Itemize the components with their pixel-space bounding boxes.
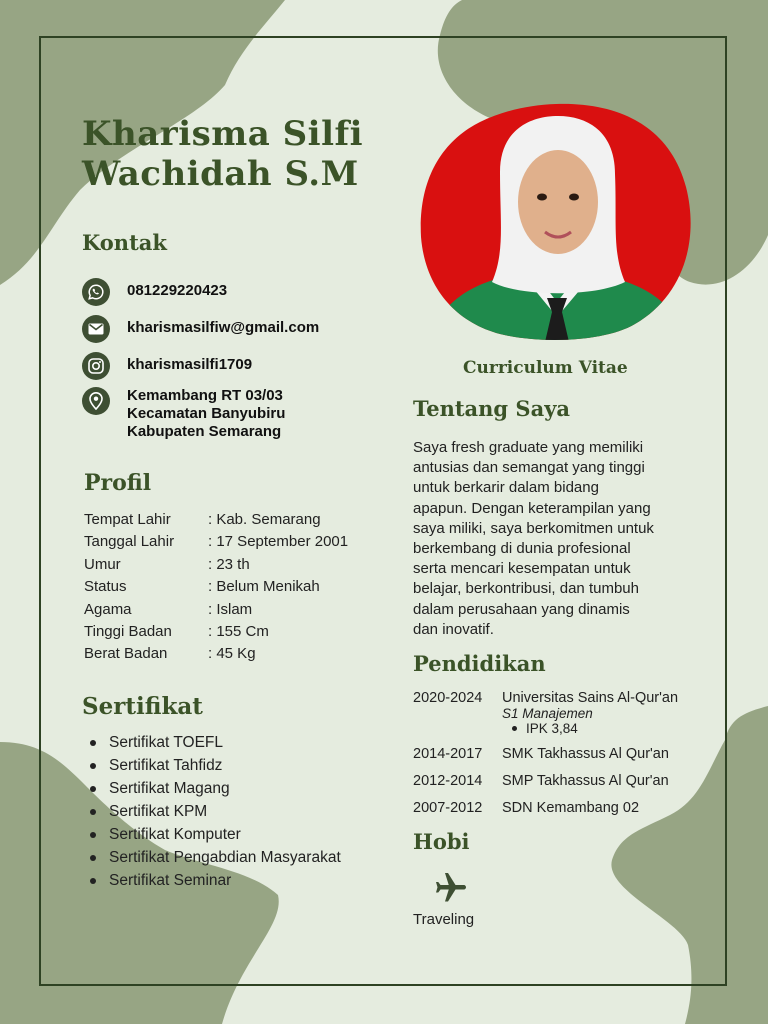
profil-table [84, 509, 348, 666]
name-line-1: Kharisma Silfi [82, 114, 364, 154]
whatsapp-icon [82, 278, 110, 306]
about-line: apapun. Dengan keterampilan yang [413, 499, 651, 517]
list-item [90, 823, 341, 846]
education-school: SMK Takhassus Al Qur'an [502, 746, 669, 762]
profil-row [84, 643, 348, 665]
education-school: Universitas Sains Al-Qur'an [502, 690, 679, 706]
name-line-2: Wachidah S.M [82, 154, 359, 194]
address-line-3: Kabupaten Semarang [127, 423, 282, 440]
profil-value: : Kab. Semarang [208, 511, 321, 528]
profil-label: Tanggal Lahir [84, 533, 175, 551]
profil-value: : Belum Menikah [208, 578, 320, 596]
sertifikat-item: Sertifikat Pengabdian Masyarakat [109, 849, 341, 866]
education-gpa [512, 721, 678, 736]
profil-label: Agama [84, 600, 132, 618]
education-details [502, 690, 678, 736]
document-subtitle: Curriculum Vitae [463, 358, 628, 378]
profil-heading: Profil [84, 470, 152, 496]
bullet-icon [90, 786, 96, 792]
hobi-item: Traveling [413, 911, 475, 928]
bullet-icon [90, 832, 96, 838]
instagram-handle: kharismasilfi1709 [127, 356, 253, 373]
education-years: 2012-2014 [413, 773, 483, 789]
bullet-icon [90, 878, 96, 884]
education-entry [413, 773, 669, 789]
list-item [90, 846, 341, 869]
sertifikat-item: Sertifikat Magang [109, 780, 230, 797]
contact-instagram [82, 352, 252, 380]
sertifikat-item: Sertifikat KPM [109, 803, 208, 820]
about-line: berkembang di dunia profesional [413, 540, 631, 558]
list-item [90, 777, 341, 800]
email-address: kharismasilfiw@gmail.com [127, 319, 320, 336]
education-entry [413, 690, 678, 736]
address [127, 387, 285, 441]
list-item [90, 731, 341, 754]
contact-phone [82, 278, 227, 306]
profil-value: : 23 th [208, 555, 250, 573]
about-line: antusias dan semangat yang tinggi [413, 459, 645, 477]
airplane-icon [433, 870, 469, 906]
profil-label: Tinggi Badan [84, 622, 172, 640]
sertifikat-heading: Sertifikat [82, 693, 203, 720]
list-item [90, 754, 341, 777]
about-line: dalam perusahaan yang dinamis [413, 600, 630, 618]
hobi-heading: Hobi [413, 829, 470, 854]
bullet-icon [90, 855, 96, 861]
education-major: S1 Manajemen [502, 706, 593, 721]
education-years: 2020-2024 [413, 690, 483, 706]
education-years: 2007-2012 [413, 800, 483, 816]
bullet-icon [90, 763, 96, 769]
about-line: Saya fresh graduate yang memiliki [413, 439, 644, 456]
about-line: saya miliki, saya berkomitmen untuk [413, 519, 654, 537]
address-line-1: Kemambang RT 03/03 [127, 387, 283, 404]
tentang-heading: Tentang Saya [413, 396, 570, 421]
sertifikat-list [90, 731, 341, 892]
profil-row [84, 599, 348, 621]
contact-address [82, 387, 285, 441]
bullet-icon [90, 809, 96, 815]
location-pin-icon [82, 387, 110, 415]
education-school: SDN Kemambang 02 [502, 800, 640, 816]
profil-value: : 17 September 2001 [208, 533, 349, 551]
profil-label: Umur [84, 555, 121, 573]
full-name [82, 114, 402, 194]
instagram-icon [82, 352, 110, 380]
contact-email [82, 315, 319, 343]
profil-label: Tempat Lahir [84, 511, 171, 528]
about-text [413, 438, 705, 640]
gpa-value: IPK 3,84 [526, 721, 578, 736]
pendidikan-heading: Pendidikan [413, 651, 546, 676]
kontak-heading: Kontak [82, 230, 167, 255]
sertifikat-item: Sertifikat TOEFL [109, 734, 223, 751]
profil-value: : 155 Cm [208, 622, 269, 640]
about-line: belajar, berkontribusi, dan tumbuh [413, 580, 639, 598]
address-line-2: Kecamatan Banyubiru [127, 405, 286, 422]
profil-value: : 45 Kg [208, 645, 256, 663]
list-item [90, 800, 341, 823]
profil-row [84, 554, 348, 576]
sertifikat-item: Sertifikat Komputer [109, 826, 241, 843]
profil-label: Status [84, 578, 127, 596]
education-entry [413, 746, 669, 762]
education-school: SMP Takhassus Al Qur'an [502, 773, 669, 789]
list-item [90, 869, 341, 892]
sertifikat-item: Sertifikat Seminar [109, 872, 232, 889]
profile-photo [420, 102, 693, 342]
about-line: untuk berkarir dalam bidang [413, 479, 599, 497]
education-entry [413, 800, 639, 816]
phone-number: 081229220423 [127, 282, 228, 299]
profil-row [84, 621, 348, 643]
about-line: dan inovatif. [413, 620, 494, 638]
about-line: serta mencari kesempatan untuk [413, 560, 631, 578]
bullet-icon [512, 726, 517, 731]
email-icon [82, 315, 110, 343]
education-years: 2014-2017 [413, 746, 483, 762]
profil-row [84, 576, 348, 598]
profil-label: Berat Badan [84, 645, 168, 663]
profil-row [84, 531, 348, 553]
sertifikat-item: Sertifikat Tahfidz [109, 757, 223, 774]
bullet-icon [90, 740, 96, 746]
profil-row [84, 509, 348, 531]
profil-value: : Islam [208, 600, 253, 618]
